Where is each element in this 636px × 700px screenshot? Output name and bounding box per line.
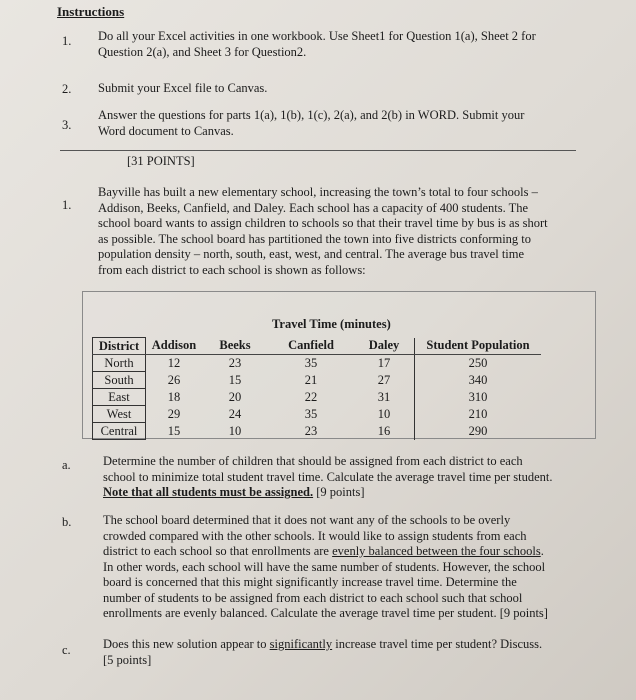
table-row — [93, 423, 542, 440]
table-cell: 22 — [304, 389, 318, 404]
table-cell: 16 — [354, 423, 415, 440]
table-cell: 23 — [304, 423, 318, 438]
part-a-line: school to minimize total student travel time. Calculate the average travel time per student. — [103, 469, 553, 484]
instruction-3-text — [98, 108, 524, 139]
travel-time-title: Travel Time (minutes) — [272, 317, 391, 331]
question-1-line: population density – north, south, east, west, and central. The average bus travel time — [98, 247, 525, 261]
part-c-fragment: increase travel time per student? Discuss. — [332, 637, 543, 651]
header-canfield: Canfield — [268, 338, 354, 355]
table-cell: 15 — [228, 372, 242, 387]
instruction-number: 3. — [62, 118, 72, 132]
table-cell: 31 — [354, 389, 415, 406]
question-1-line: as possible. The school board has partitioned the town into five districts conforming to — [98, 231, 532, 246]
part-a-label: a. — [62, 458, 71, 472]
part-a-line: Determine the number of children that should be assigned from each district to each — [103, 454, 523, 468]
header-daley: Daley — [354, 338, 415, 355]
population-cell: 340 — [468, 372, 488, 387]
table-cell: 17 — [354, 355, 415, 372]
part-b-fragment: . — [540, 544, 544, 558]
table-cell: 23 — [228, 355, 242, 370]
instruction-number: 1. — [62, 34, 72, 48]
population-cell: 290 — [468, 423, 488, 438]
part-b-line: number of students to be assigned from each district to each school such that school — [103, 590, 523, 605]
table-cell: 26 — [167, 372, 181, 387]
part-b-label: b. — [62, 515, 72, 529]
district-cell: Central — [93, 423, 146, 440]
instruction-3-line: Word document to Canvas. — [98, 123, 234, 138]
table-cell: 15 — [167, 423, 181, 438]
table-header-row — [93, 338, 542, 355]
part-c-emphasis: significantly — [269, 637, 333, 651]
population-cell: 310 — [468, 389, 488, 404]
population-cell: 250 — [468, 355, 488, 370]
table-cell: 21 — [304, 372, 318, 387]
instruction-2-text: Submit your Excel file to Canvas. — [98, 81, 268, 95]
header-district: District — [93, 338, 146, 355]
district-cell: South — [93, 372, 146, 389]
question-1-line: Addison, Beeks, Canfield, and Daley. Each school has a capacity of 400 students. The — [98, 200, 529, 215]
part-c-line — [103, 637, 542, 653]
table-cell: 18 — [167, 389, 181, 404]
part-a-emphasis: Note that all students must be assigned. — [103, 485, 314, 499]
header-beeks: Beeks — [202, 338, 268, 355]
part-b-line: board is concerned that this might significantly increase travel time. Determine the — [103, 575, 517, 589]
instruction-3-line: Answer the questions for parts 1(a), 1(b), 1(c), 2(a), and 2(b) in WORD. Submit your — [98, 108, 525, 122]
section-divider — [60, 150, 576, 151]
instruction-1-text — [98, 29, 536, 60]
instruction-number: 2. — [62, 82, 72, 96]
district-cell: West — [93, 406, 146, 423]
table-cell: 29 — [167, 406, 181, 421]
question-1-line: Bayville has built a new elementary school, increasing the town’s total to four schools – — [98, 185, 538, 199]
part-a-text — [103, 454, 553, 501]
part-a-line — [103, 485, 553, 501]
part-b-line: The school board determined that it does not want any of the schools to be overly — [103, 513, 511, 527]
part-b-line: crowded compared with the other schools. It would like to assign students from each — [103, 528, 527, 543]
part-c-fragment: Does this new solution appear to — [103, 637, 270, 651]
instructions-heading: Instructions — [57, 4, 125, 19]
part-c-text — [103, 637, 542, 668]
table-row — [93, 389, 542, 406]
instruction-1-line: Question 2(a), and Sheet 3 for Question2. — [98, 44, 307, 59]
table-cell: 10 — [354, 406, 415, 423]
points-total: [31 POINTS] — [127, 154, 195, 168]
table-cell: 27 — [354, 372, 415, 389]
district-cell: East — [93, 389, 146, 406]
table-cell: 24 — [228, 406, 242, 421]
travel-time-table — [92, 337, 541, 440]
table-cell: 35 — [304, 355, 318, 370]
district-cell: North — [93, 355, 146, 372]
population-cell: 210 — [468, 406, 488, 421]
table-cell: 10 — [228, 423, 242, 438]
instruction-1-line: Do all your Excel activities in one workbook. Use Sheet1 for Question 1(a), Sheet 2 for — [98, 29, 536, 43]
header-student-population: Student Population — [415, 338, 542, 355]
table-cell: 20 — [228, 389, 242, 404]
question-1-text — [98, 185, 548, 278]
table-cell: 35 — [304, 406, 318, 421]
part-b-text — [103, 513, 548, 622]
part-b-emphasis: evenly balanced between the four schools — [332, 544, 541, 558]
part-b-line — [103, 544, 548, 560]
part-b-line: In other words, each school will have the same number of students. However, the school — [103, 559, 546, 574]
header-addison: Addison — [146, 338, 203, 355]
question-number: 1. — [62, 198, 72, 212]
part-b-fragment: district to each school so that enrollments are — [103, 544, 333, 558]
part-a-points: [9 points] — [313, 485, 365, 499]
question-1-line: school board wants to assign children to schools so that their travel time by bus is as short — [98, 216, 548, 230]
question-1-line: from each district to each school is shown as follows: — [98, 262, 366, 277]
table-row — [93, 406, 542, 423]
part-c-line: [5 points] — [103, 652, 152, 667]
table-row — [93, 372, 542, 389]
table-row — [93, 355, 542, 372]
table-cell: 12 — [167, 355, 181, 370]
part-b-line: enrollments are evenly balanced. Calculate the average travel time per student. [9 points] — [103, 606, 548, 620]
part-c-label: c. — [62, 643, 71, 657]
